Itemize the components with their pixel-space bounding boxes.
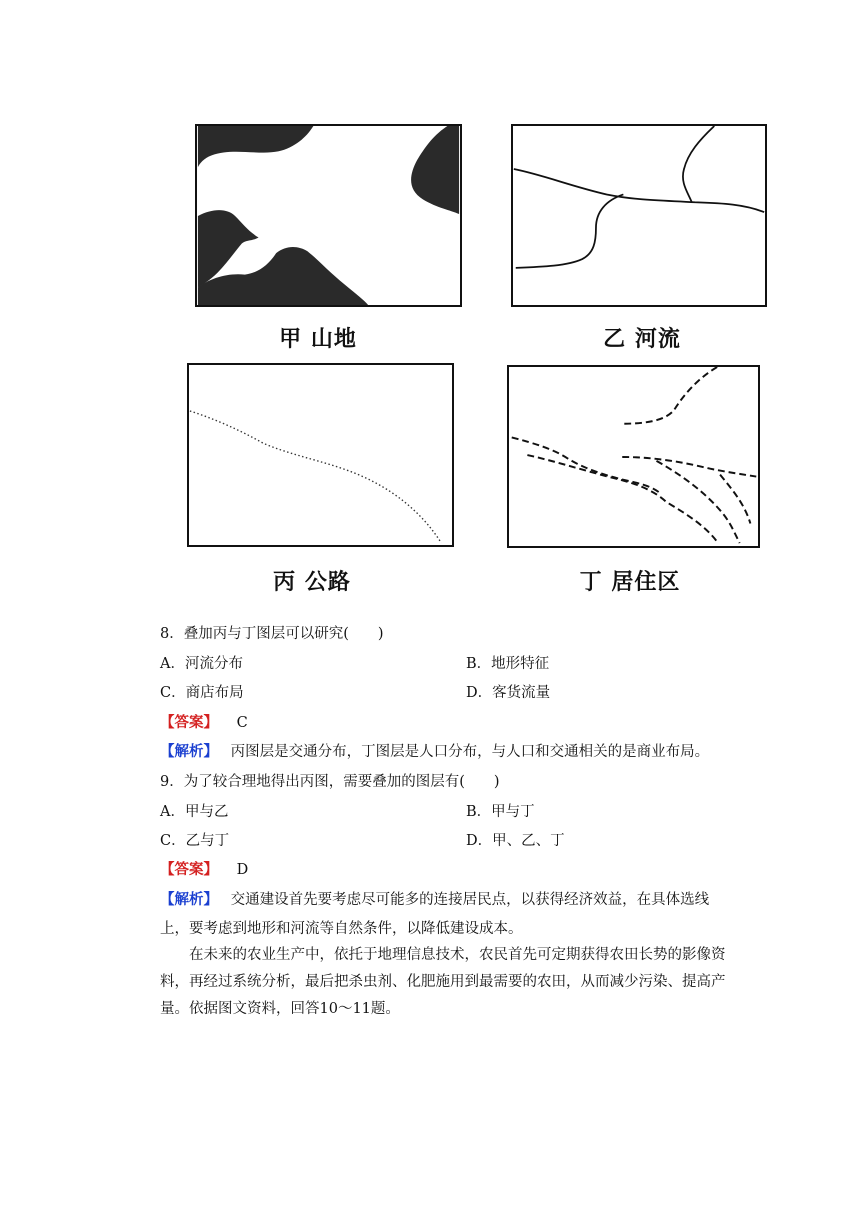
analysis-tag: 【解析】 (160, 743, 218, 760)
answer-value: C (236, 715, 248, 731)
analysis-tag: 【解析】 (160, 891, 218, 908)
analysis-text: 丙图层是交通分布，丁图层是人口分布，与人口和交通相关的是商业布局。 (230, 744, 710, 760)
question-9-analysis-line-2: 上，要考虑到地形和河流等自然条件，以降低建设成本。 (160, 921, 523, 937)
question-9-option-d: D．甲、乙、丁 (466, 833, 565, 849)
question-9-stem: 9．为了较合理地得出丙图，需要叠加的图层有( ) (160, 774, 500, 790)
river-map (513, 126, 765, 305)
figure-road (187, 363, 454, 547)
question-9-option-c: C．乙与丁 (160, 833, 230, 849)
question-8-option-c: C．商店布局 (160, 685, 244, 701)
reading-passage: 在未来的农业生产中，依托于地理信息技术，农民首先可定期获得农田长势的影像资料，再经过系统分析，最后把杀虫剂、化肥施用到最需要的农田，从而减少污染、提高产量。依据图文资料，回答10～11题。 (160, 947, 726, 1017)
question-8-option-b: B．地形特征 (466, 656, 550, 672)
answer-value: D (236, 862, 249, 878)
figure-caption-river: 乙 河流 (603, 327, 681, 352)
question-9-option-a: A．甲与乙 (160, 804, 229, 820)
answer-tag: 【答案】 (160, 861, 218, 878)
question-8-option-d: D．客货流量 (466, 685, 551, 701)
figure-mountain (195, 124, 462, 307)
road-map (189, 365, 452, 545)
question-8-option-a: A．河流分布 (160, 656, 243, 672)
figure-caption-road: 丙 公路 (273, 570, 351, 595)
figure-river (511, 124, 767, 307)
question-9-answer (160, 858, 248, 879)
question-8-stem: 8．叠加丙与丁图层可以研究( ) (160, 626, 384, 642)
figure-residential (507, 365, 760, 548)
question-8-answer (160, 711, 248, 732)
answer-tag: 【答案】 (160, 714, 218, 731)
question-9-option-b: B．甲与丁 (466, 804, 535, 820)
question-8-analysis (160, 740, 709, 761)
question-9-analysis (160, 888, 709, 909)
mountain-map (197, 126, 460, 305)
figure-caption-residential: 丁 居住区 (579, 570, 681, 595)
analysis-text-line-1: 交通建设首先要考虑尽可能多的连接居民点，以获得经济效益，在具体选线 (230, 892, 710, 908)
residential-map (509, 367, 758, 546)
figure-caption-mountain: 甲 山地 (279, 327, 357, 352)
